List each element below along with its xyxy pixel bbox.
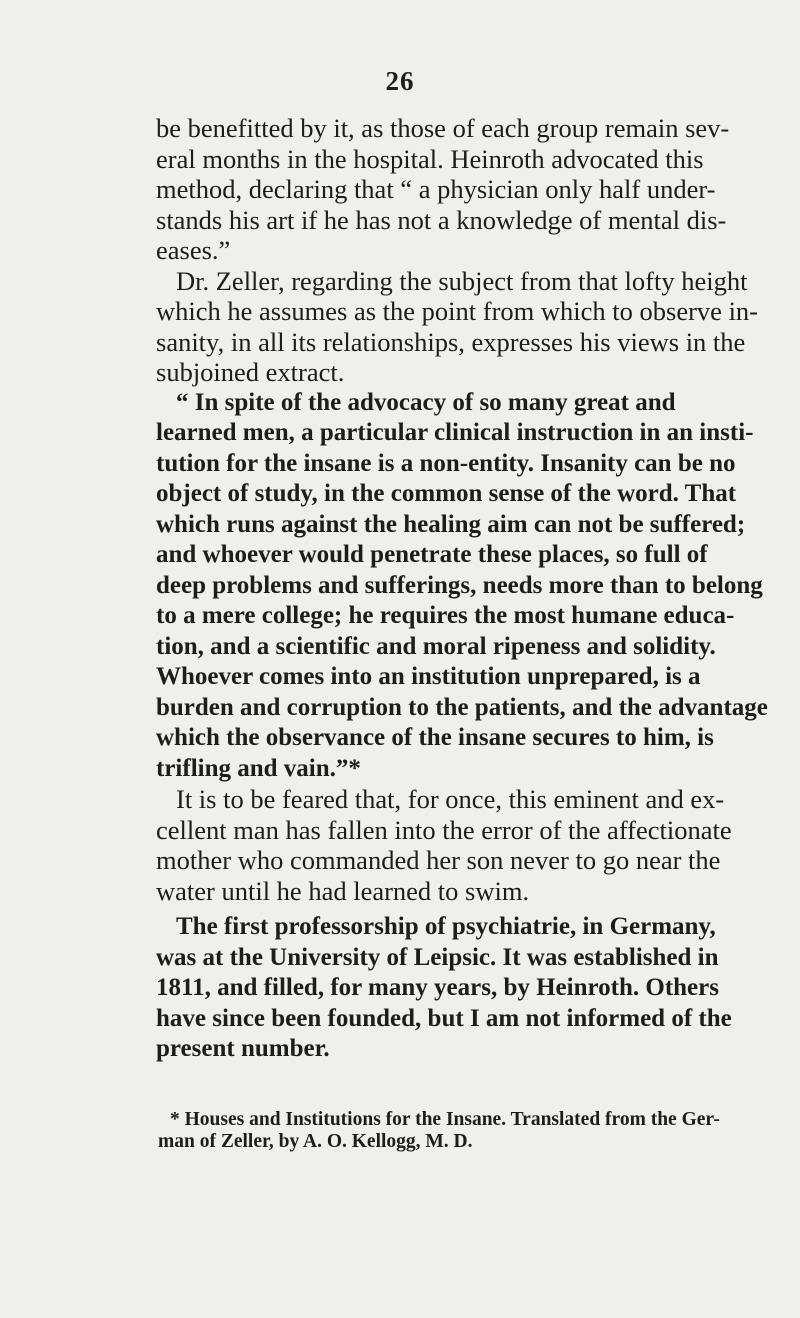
paragraph-3-quotation (156, 388, 768, 785)
text-line: “ In spite of the advocacy of so many great and (176, 388, 676, 416)
text-line: tion, and a scientific and moral ripeness and solidity. (156, 632, 716, 660)
page-number: 26 (385, 66, 415, 96)
text-line: which he assumes as the point from which to observe in- (156, 296, 759, 326)
text-line: tution for the insane is a non-entity. Insanity can be no (156, 449, 736, 477)
text-line: which runs against the healing aim can not be suffered; (156, 510, 746, 538)
text-line: sanity, in all its relationships, expresses his views in the (156, 326, 746, 357)
text-line: It is to be feared that, for once, this eminent and ex- (176, 784, 725, 814)
text-line: burden and corruption to the patients, and the advantage (156, 693, 768, 721)
text-line: cellent man has fallen into the error of the affectionate (156, 814, 732, 845)
text-line: subjoined extract. (156, 357, 345, 387)
paragraph-2 (156, 265, 759, 388)
text-line: deep problems and sufferings, needs more than to belong (156, 571, 763, 599)
text-line: learned men, a particular clinical instruction in an insti- (156, 419, 754, 446)
text-line: eral months in the hospital. Heinroth advocated this (156, 143, 704, 174)
text-line: Whoever comes into an institution unprepared, is a (156, 663, 701, 690)
text-line: was at the University of Leipsic. It was established in (156, 943, 719, 971)
footnote (158, 1109, 720, 1153)
paragraph-4 (156, 784, 732, 906)
text-line: 1811, and filled, for many years, by Heinroth. Others (156, 974, 719, 1001)
paragraph-1 (156, 113, 730, 266)
text-line: object of study, in the common sense of the word. That (156, 480, 737, 507)
text-line: water until he had learned to swim. (156, 875, 530, 906)
text-line: have since been founded, but I am not informed of the (156, 1004, 732, 1032)
footnote-line: * Houses and Institutions for the Insane. Translated from the Ger- (170, 1109, 720, 1130)
footnote-line: man of Zeller, by A. O. Kellogg, M. D. (158, 1131, 473, 1152)
text-line: and whoever would penetrate these places, so full of (156, 541, 708, 568)
text-line: Dr. Zeller, regarding the subject from that lofty height (176, 265, 748, 296)
text-line: mother who commanded her son never to go near the (156, 845, 721, 875)
text-line: eases.” (156, 235, 231, 265)
text-line: The first professorship of psychiatrie, in Germany, (176, 913, 716, 940)
text-line: method, declaring that “ a physician only half under- (156, 174, 716, 204)
text-line: which the observance of the insane secures to him, is (156, 724, 714, 751)
text-line: trifling and vain.”* (156, 754, 361, 782)
body-text (156, 113, 768, 1065)
text-line: be benefitted by it, as those of each group remain sev- (156, 113, 730, 143)
text-line: stands his art if he has not a knowledge of mental dis- (156, 204, 727, 235)
text-line: to a mere college; he requires the most humane educa- (156, 602, 735, 629)
text-line: present number. (156, 1035, 330, 1062)
paragraph-5 (156, 912, 732, 1065)
